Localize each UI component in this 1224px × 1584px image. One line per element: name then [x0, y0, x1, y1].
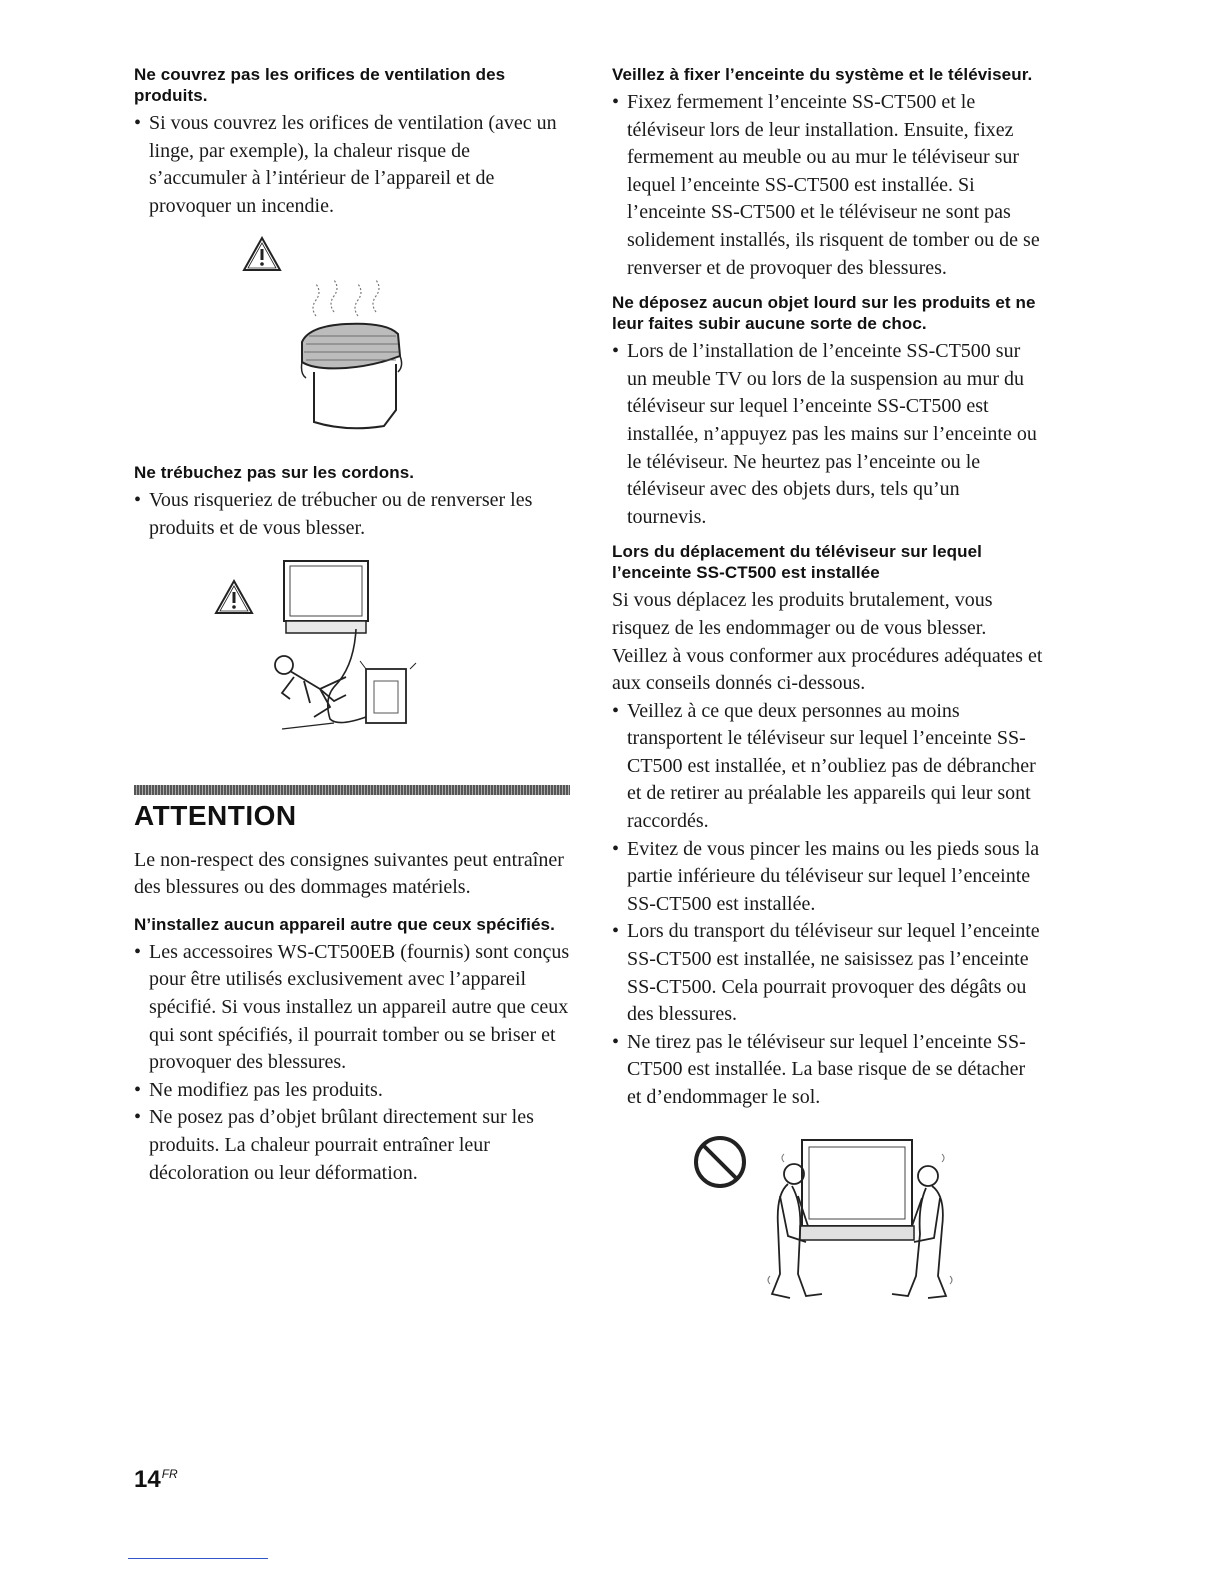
heading-cords: Ne trébuchez pas sur les cordons. [134, 463, 415, 483]
list-item: • Ne tirez pas le téléviseur sur lequel l’enceinte SS-CT500 est installée. La base risque de se détacher et d’endommager le sol. [612, 1029, 1044, 1112]
trip-over-cord-illustration [134, 557, 570, 747]
heading-ventilation: Ne couvrez pas les orifices de ventilation des produits. [134, 65, 506, 105]
heading-no-heavy-objects: Ne déposez aucun objet lourd sur les produits et ne leur faites subir aucune sorte de choc. [612, 293, 1036, 334]
list-item: • Ne posez pas d’objet brûlant directement sur les produits. La chaleur pourrait entraîner leur décoloration ou leur déformation. [134, 1104, 570, 1187]
heading-specified-devices: N’installez aucun appareil autre que ceux spécifiés. [134, 914, 555, 934]
prohibition-icon [696, 1138, 744, 1186]
figure-covered-vents [134, 236, 570, 454]
right-column [612, 64, 1044, 1334]
list-cords [134, 487, 570, 542]
warning-icon [216, 581, 252, 613]
footer-rule [128, 1558, 268, 1559]
two-people-carry-tv-illustration [612, 1134, 1044, 1334]
list-item: • Les accessoires WS-CT500EB (fournis) sont conçus pour être utilisés exclusivement avec l’appareil spécifié. Si vous installez un appareil autre que ceux qui sont spécifiés, il pourrait tomber ou se briser et provoquer des blessures. [134, 939, 570, 1077]
attention-divider [134, 785, 570, 795]
warning-icon [244, 238, 280, 270]
list-item: • Veillez à ce que deux personnes au moins transportent le téléviseur sur lequel l’enceinte SS-CT500 est installée, et n’oubliez pas de débrancher et de retirer au préalable les appareils qui leur sont raccordés. [612, 698, 1044, 836]
page-number [134, 1460, 178, 1494]
heading-fix-speaker: Veillez à fixer l’enceinte du système et le téléviseur. [612, 65, 1033, 84]
page-number-value: 14 [134, 1466, 161, 1493]
list-ventilation [134, 110, 570, 220]
list-item: • Lors du transport du téléviseur sur lequel l’enceinte SS-CT500 est installée, ne saisissez pas l’enceinte SS-CT500. Cela pourrait provoquer des dégâts ou des blessures. [612, 918, 1044, 1028]
covered-box-illustration [134, 236, 570, 454]
figure-trip-cord [134, 557, 570, 747]
left-column [134, 64, 570, 1187]
list-item: • Evitez de vous pincer les mains ou les pieds sous la partie inférieure du téléviseur sur lequel l’enceinte SS-CT500 est installée. [612, 836, 1044, 919]
list-item: • Lors de l’installation de l’enceinte SS-CT500 sur un meuble TV ou lors de la suspension au mur du téléviseur sur lequel l’enceinte SS-CT500 est installée, n’appuyez pas les mains sur l’enceinte ou le téléviseur. Ne heurtez pas l’enceinte ou le téléviseur avec des objets durs, tels qu’un tournevis. [612, 338, 1044, 531]
list-item: • Vous risqueriez de trébucher ou de renverser les produits et de vous blesser. [134, 487, 570, 542]
list-item: • Fixez fermement l’enceinte SS-CT500 et le téléviseur lors de leur installation. Ensuite, fixez fermement au meuble ou au mur le téléviseur sur lequel l’enceinte SS-CT500 est installée. Si l’enceinte SS-CT500 et le téléviseur ne sont pas solidement installés, ils risquent de tomber ou de se renverser et de provoquer des blessures. [612, 89, 1044, 282]
list-no-heavy-objects [612, 338, 1044, 531]
attention-intro: Le non-respect des consignes suivantes peut entraîner des blessures ou des dommages matériels. [134, 848, 564, 899]
moving-tv-intro: Si vous déplacez les produits brutalement, vous risquez de les endommager ou de vous blesser. Veillez à vous conformer aux procédures adéquates et aux conseils donnés ci-dessous. [612, 589, 1043, 695]
list-specified-devices [134, 939, 570, 1187]
heading-moving-tv: Lors du déplacement du téléviseur sur lequel l’enceinte SS-CT500 est installée [612, 542, 982, 583]
list-item: • Ne modifiez pas les produits. [134, 1077, 570, 1105]
page-language-suffix: FR [161, 1467, 178, 1481]
list-item: • Si vous couvrez les orifices de ventilation (avec un linge, par exemple), la chaleur risque de s’accumuler à l’intérieur de l’appareil et de provoquer un incendie. [134, 110, 570, 220]
list-moving-tv [612, 698, 1044, 1112]
attention-title: ATTENTION [134, 799, 297, 831]
figure-carry-tv [612, 1134, 1044, 1334]
list-fix-speaker [612, 89, 1044, 282]
